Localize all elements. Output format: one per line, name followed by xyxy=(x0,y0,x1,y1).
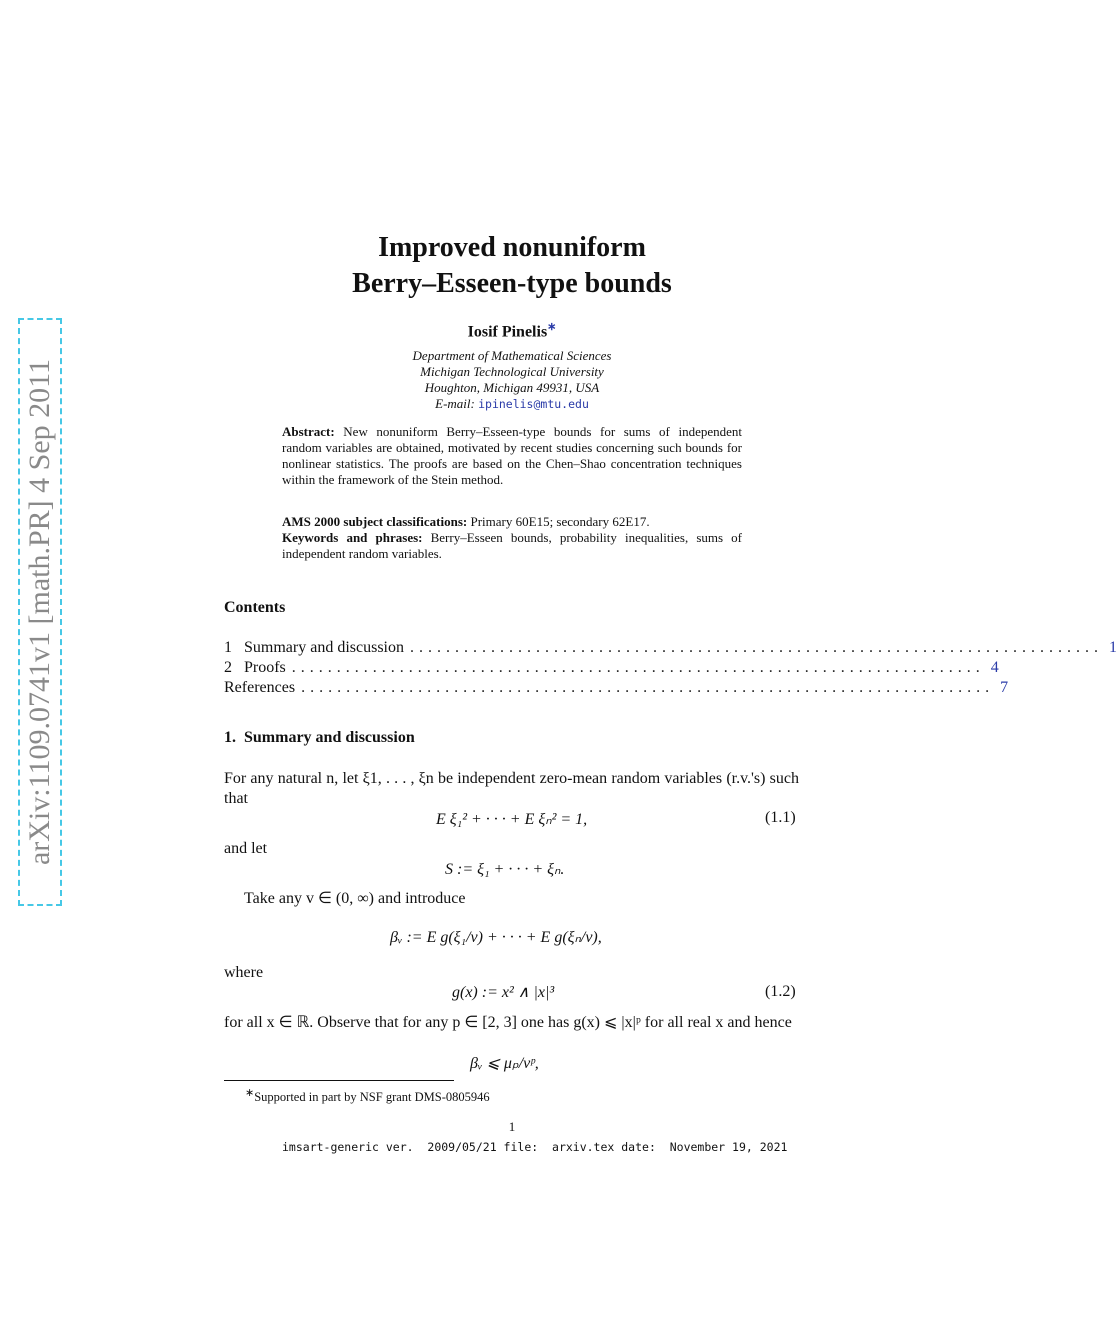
keywords-text: Berry–Esseen bounds, probability inequalities, sums of independent random variables. xyxy=(282,530,742,561)
affiliation-univ: Michigan Technological University xyxy=(420,364,604,379)
arxiv-id[interactable]: arXiv:1109.0741v1 [math.PR] 4 Sep 2011 xyxy=(23,358,56,866)
paragraph-1: For any natural n, let ξ1, . . . , ξn be independent zero-mean random variables (r.v.'s) such that xyxy=(224,770,799,807)
abstract-label: Abstract: xyxy=(282,424,335,439)
author-footnote-mark[interactable]: ∗ xyxy=(547,321,557,333)
toc-label: 1 Summary and discussion xyxy=(224,639,404,656)
affiliation-email xyxy=(0,396,1024,412)
toc-item[interactable] xyxy=(224,659,999,677)
toc-page[interactable]: 4 xyxy=(990,659,999,676)
toc-leader: ............................................................................. xyxy=(410,639,1103,656)
equation-1-2: g(x) := x² ∧ |x|³ xyxy=(452,984,555,1001)
toc-leader: ............................................................................. xyxy=(291,659,985,676)
footnote-text: Supported in part by NSF grant DMS-0805946 xyxy=(254,1090,490,1105)
equation-bound: βᵥ ⩽ μₚ/vᵖ, xyxy=(470,1055,539,1072)
affiliation-dept: Department of Mathematical Sciences xyxy=(412,348,612,363)
affiliation-city: Houghton, Michigan 49931, USA xyxy=(424,380,600,395)
toc-leader: ............................................................................. xyxy=(301,679,995,696)
paragraph-2: and let xyxy=(224,840,268,857)
author xyxy=(0,320,1024,341)
toc-label: References xyxy=(224,679,296,696)
section-heading: 1. Summary and discussion xyxy=(224,729,415,746)
footnote-mark: ∗ xyxy=(245,1087,255,1099)
keywords xyxy=(282,530,742,562)
equation-1-1-number: (1.1) xyxy=(765,809,796,826)
page-number: 1 xyxy=(508,1119,516,1134)
paper-title-line2: Berry–Esseen-type bounds xyxy=(352,268,672,299)
contents-heading: Contents xyxy=(224,599,286,616)
equation-1-2-number: (1.2) xyxy=(765,983,796,1000)
abstract xyxy=(282,424,742,488)
equation-beta: βᵥ := E g(ξ₁/v) + · · · + E g(ξₙ/v), xyxy=(390,929,602,946)
ams-label: AMS 2000 subject classifications: xyxy=(282,514,468,529)
author-name: Iosif Pinelis xyxy=(467,323,548,341)
toc-page[interactable]: 1 xyxy=(1109,639,1117,656)
equation-1-1: E ξ₁² + · · · + E ξₙ² = 1, xyxy=(436,811,588,828)
paper-title-line1: Improved nonuniform xyxy=(378,232,646,263)
paragraph-4: where xyxy=(224,964,264,981)
paragraph-3: Take any v ∈ (0, ∞) and introduce xyxy=(244,890,466,907)
keywords-label: Keywords and phrases: xyxy=(282,530,423,545)
equation-sum: S := ξ₁ + · · · + ξₙ. xyxy=(445,861,565,878)
paragraph-5: for all x ∈ ℝ. Observe that for any p ∈ [2, 3] one has g(x) ⩽ |x|ᵖ for all real x and hence xyxy=(224,1014,792,1031)
toc-label: 2 Proofs xyxy=(224,659,286,676)
email-label: E-mail: xyxy=(435,396,475,411)
email-link[interactable]: ipinelis@mtu.edu xyxy=(478,397,589,411)
ams-text: Primary 60E15; secondary 62E17. xyxy=(470,514,650,529)
abstract-text: New nonuniform Berry–Esseen-type bounds for sums of independent random variables are obtained, motivated by recent studies concerning such bounds for nonlinear statistics. The proofs are based on the Chen–Shao concentration techniques within the framework of the Stein method. xyxy=(282,424,742,487)
footnote-rule xyxy=(224,1080,454,1081)
ams-classifications xyxy=(282,514,742,530)
toc-page[interactable]: 7 xyxy=(1000,679,1009,696)
toc-item[interactable] xyxy=(224,679,1009,697)
toc-item[interactable] xyxy=(224,639,1117,657)
page-footer: imsart-generic ver. 2009/05/21 file: arxiv.tex date: November 19, 2021 xyxy=(282,1140,788,1154)
footnote xyxy=(245,1086,490,1105)
